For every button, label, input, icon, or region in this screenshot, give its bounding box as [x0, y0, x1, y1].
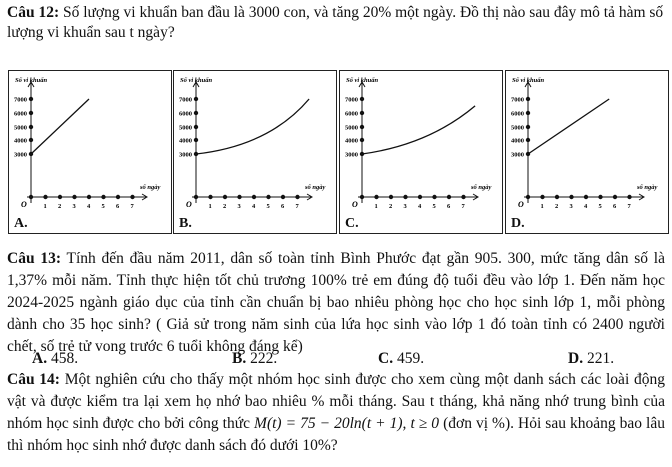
- x-tick-dot: [87, 195, 91, 199]
- y-axis-label: Số vi khuẩn: [346, 77, 379, 84]
- x-tick-dot: [540, 195, 544, 199]
- x-tick-label: 3: [237, 203, 241, 210]
- y-tick-dot: [360, 138, 364, 142]
- x-tick-dot: [432, 195, 436, 199]
- answer-a-letter: A.: [32, 350, 48, 367]
- origin-dot: [194, 195, 198, 199]
- y-tick-label: 5000: [511, 124, 524, 132]
- question-14-text-before: Một nghiên cứu cho thấy một nhóm học sinh được cho xem cùng một danh sách các loài động vật và được kiểm tra lại xem họ nhớ bao nhiêu % mỗi tháng. Sau t tháng, khả năng nhớ trung bình của nhóm học sinh được cho bởi công thức: [7, 371, 665, 432]
- y-tick-label: 7000: [345, 96, 358, 104]
- x-tick-label: 4: [418, 203, 422, 210]
- answer-d[interactable]: [568, 350, 614, 368]
- x-tick-label: 6: [116, 203, 120, 210]
- y-tick-dot: [360, 111, 364, 115]
- graph-option-d[interactable]: [505, 70, 669, 234]
- x-tick-label: 6: [447, 203, 451, 210]
- x-tick-label: 7: [461, 203, 465, 210]
- graph-curve: [196, 99, 309, 154]
- question-13-text: Tính đến đầu năm 2011, dân số toàn tỉnh Bình Phước đạt gần 905. 300, mức tăng dân số là 1,37% mỗi năm. Tỉnh thực hiện tốt chủ trương 100% trẻ em đúng độ tuổi đều vào lớp 1. Đến năm học 2024-2025 ngành giáo dục của tỉnh cần chuẩn bị bao nhiêu phòng học cho học sinh lớp 1, mỗi phòng dành cho 35 học sinh? ( Giả sử trong năm sinh của lứa học sinh vào lớp 1 đó toàn tỉnh có 2400 người chết, số trẻ tử vong trước 6 tuổi không đáng kể): [7, 250, 665, 355]
- origin-dot: [526, 195, 530, 199]
- x-tick-label: 5: [101, 203, 105, 210]
- y-tick-label: 4000: [511, 137, 524, 145]
- y-tick-label: 5000: [345, 124, 358, 132]
- x-tick-label: 3: [569, 203, 573, 210]
- x-tick-label: 7: [627, 203, 631, 210]
- x-axis-label: số ngày: [140, 184, 161, 191]
- graph-b-letter: B.: [179, 216, 192, 231]
- x-tick-dot: [613, 195, 617, 199]
- x-tick-dot: [403, 195, 407, 199]
- answer-c-letter: C.: [378, 350, 394, 367]
- origin-label: O: [186, 200, 192, 209]
- x-tick-label: 2: [58, 203, 62, 210]
- x-tick-dot: [237, 195, 241, 199]
- x-axis-label: số ngày: [305, 184, 326, 191]
- y-tick-label: 6000: [14, 110, 27, 118]
- y-tick-label: 3000: [511, 151, 524, 159]
- y-tick-dot: [29, 97, 33, 101]
- x-tick-dot: [447, 195, 451, 199]
- answer-d-value: 221.: [583, 350, 615, 367]
- question-13: [7, 248, 665, 358]
- x-tick-label: 5: [598, 203, 602, 210]
- x-tick-dot: [208, 195, 212, 199]
- origin-label: O: [21, 200, 27, 209]
- y-tick-dot: [29, 111, 33, 115]
- x-tick-dot: [295, 195, 299, 199]
- question-14: [7, 369, 665, 457]
- x-tick-label: 1: [374, 203, 378, 210]
- x-tick-dot: [130, 195, 134, 199]
- y-tick-label: 3000: [345, 151, 358, 159]
- y-tick-label: 4000: [14, 137, 27, 145]
- x-tick-label: 4: [584, 203, 588, 210]
- x-tick-dot: [627, 195, 631, 199]
- x-tick-dot: [116, 195, 120, 199]
- answer-b-value: 222.: [246, 350, 278, 367]
- origin-dot: [360, 195, 364, 199]
- origin-label: O: [352, 200, 358, 209]
- y-tick-label: 4000: [345, 137, 358, 145]
- x-tick-dot: [266, 195, 270, 199]
- y-tick-dot: [526, 111, 530, 115]
- y-tick-dot: [360, 97, 364, 101]
- y-tick-label: 5000: [14, 124, 27, 132]
- y-axis-label: Số vi khuẩn: [15, 77, 48, 84]
- x-tick-dot: [281, 195, 285, 199]
- question-12-label: Câu 12:: [7, 4, 60, 21]
- answer-a-value: 458.: [47, 350, 79, 367]
- y-tick-label: 6000: [345, 110, 358, 118]
- answer-c[interactable]: [378, 350, 424, 368]
- y-tick-dot: [194, 125, 198, 129]
- x-tick-dot: [598, 195, 602, 199]
- question-13-answers: [32, 350, 652, 370]
- x-tick-dot: [569, 195, 573, 199]
- y-tick-dot: [526, 97, 530, 101]
- graph-d-letter: D.: [511, 216, 525, 231]
- graph-option-c[interactable]: [339, 70, 503, 234]
- answer-b-letter: B.: [232, 350, 247, 367]
- graph-curve: [31, 99, 89, 154]
- y-tick-dot: [29, 125, 33, 129]
- x-tick-dot: [43, 195, 47, 199]
- y-tick-dot: [526, 138, 530, 142]
- x-tick-dot: [461, 195, 465, 199]
- x-tick-dot: [72, 195, 76, 199]
- question-14-label: Câu 14:: [7, 371, 60, 388]
- answer-c-value: 459.: [393, 350, 425, 367]
- x-axis-label: số ngày: [471, 184, 492, 191]
- x-tick-label: 1: [43, 203, 47, 210]
- origin-dot: [29, 195, 33, 199]
- x-tick-dot: [418, 195, 422, 199]
- graph-b-plot: [174, 71, 336, 233]
- y-tick-dot: [526, 125, 530, 129]
- answer-a[interactable]: [32, 350, 78, 368]
- x-tick-label: 5: [266, 203, 270, 210]
- answer-b[interactable]: [232, 350, 277, 368]
- y-tick-label: 6000: [511, 110, 524, 118]
- x-tick-dot: [374, 195, 378, 199]
- y-tick-label: 3000: [14, 151, 27, 159]
- question-14-text-after: (đơn vị %). Hỏi sau khoảng bao lâu thì nhóm học sinh nhớ được danh sách đó dưới 10%?: [7, 415, 665, 454]
- graph-options: [8, 70, 668, 236]
- y-tick-label: 7000: [179, 96, 192, 104]
- x-tick-dot: [584, 195, 588, 199]
- x-tick-dot: [389, 195, 393, 199]
- y-tick-dot: [194, 111, 198, 115]
- answer-d-letter: D.: [568, 350, 584, 367]
- x-tick-dot: [555, 195, 559, 199]
- graph-curve: [362, 106, 475, 154]
- x-tick-dot: [101, 195, 105, 199]
- x-tick-label: 4: [87, 203, 91, 210]
- x-tick-label: 3: [72, 203, 76, 210]
- x-tick-dot: [223, 195, 227, 199]
- x-tick-label: 1: [208, 203, 212, 210]
- x-tick-label: 6: [613, 203, 617, 210]
- y-tick-dot: [29, 138, 33, 142]
- x-tick-dot: [58, 195, 62, 199]
- graph-c-plot: [340, 71, 502, 233]
- y-tick-dot: [194, 138, 198, 142]
- graph-curve: [528, 99, 609, 154]
- origin-label: O: [518, 200, 524, 209]
- x-tick-label: 2: [389, 203, 393, 210]
- y-axis-label: Số vi khuẩn: [180, 77, 213, 84]
- x-tick-label: 2: [223, 203, 227, 210]
- graph-c-letter: C.: [345, 216, 359, 231]
- question-13-label: Câu 13:: [7, 250, 61, 267]
- question-14-formula: M(t) = 75 − 20ln(t + 1), t ≥ 0: [254, 415, 440, 432]
- graph-a-plot: [9, 71, 171, 233]
- x-tick-label: 6: [281, 203, 285, 210]
- y-axis-label: Số vi khuẩn: [512, 77, 545, 84]
- x-tick-label: 7: [130, 203, 134, 210]
- y-tick-label: 7000: [14, 96, 27, 104]
- x-tick-label: 4: [252, 203, 256, 210]
- question-12: [7, 3, 667, 43]
- x-axis-label: số ngày: [637, 184, 658, 191]
- x-tick-label: 5: [432, 203, 436, 210]
- question-12-text: Số lượng vi khuẩn ban đầu là 3000 con, và tăng 20% một ngày. Đồ thị nào sau đây mô tả hàm số lượng vi khuẩn sau t ngày?: [7, 4, 664, 41]
- graph-option-a[interactable]: [8, 70, 172, 234]
- y-tick-dot: [194, 97, 198, 101]
- x-tick-label: 1: [540, 203, 544, 210]
- y-tick-dot: [360, 125, 364, 129]
- x-tick-dot: [252, 195, 256, 199]
- x-tick-label: 2: [555, 203, 559, 210]
- y-tick-label: 6000: [179, 110, 192, 118]
- x-tick-label: 3: [403, 203, 407, 210]
- graph-d-plot: [506, 71, 668, 233]
- x-tick-label: 7: [295, 203, 299, 210]
- graph-option-b[interactable]: [173, 70, 337, 234]
- y-tick-label: 7000: [511, 96, 524, 104]
- graph-a-letter: A.: [14, 216, 28, 231]
- y-tick-label: 5000: [179, 124, 192, 132]
- y-tick-label: 3000: [179, 151, 192, 159]
- y-tick-label: 4000: [179, 137, 192, 145]
